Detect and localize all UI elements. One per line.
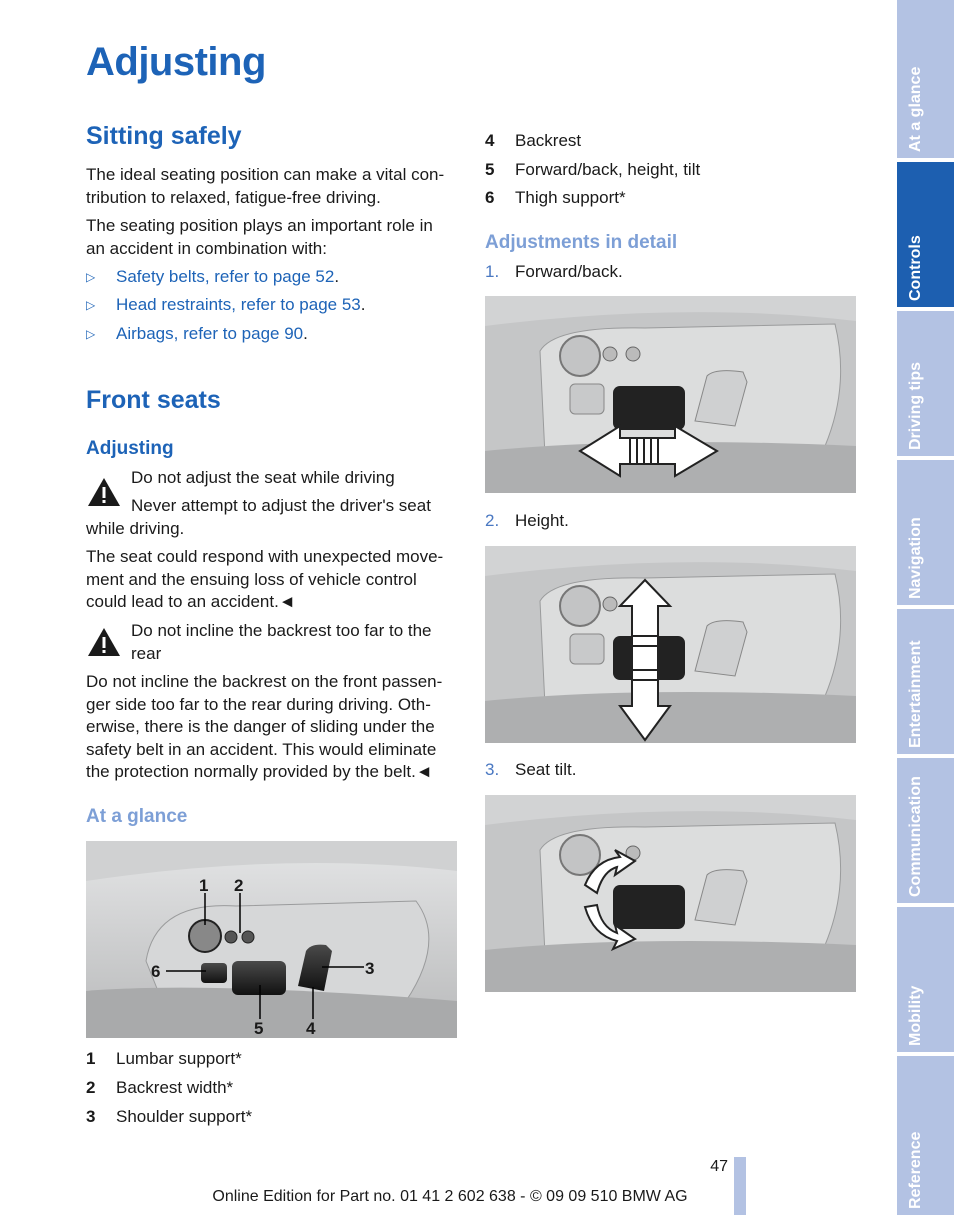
subheading-at-a-glance: At a glance bbox=[86, 806, 188, 827]
triangle-bullet-icon: ▷ bbox=[86, 327, 96, 341]
warning-body-unexpected-movement: The seat could respond with unexpected move- ment and the ensuing loss of vehicle control could lead to an accident.◄ bbox=[86, 547, 444, 612]
legend-item: 5 Forward/back, height, tilt bbox=[485, 160, 701, 179]
tab-entertainment[interactable]: Entertainment bbox=[897, 609, 954, 754]
link-safety-belts[interactable]: Safety belts, refer to page 52 bbox=[116, 267, 335, 286]
link-airbags[interactable]: Airbags, refer to page 90 bbox=[116, 324, 304, 343]
warning-icon bbox=[86, 626, 122, 658]
seat-tilt-image bbox=[485, 795, 856, 992]
paragraph-important-role: The seating position plays an important role in an accident in combination with: bbox=[86, 216, 433, 258]
callout-3: 3 bbox=[365, 959, 375, 978]
tab-controls[interactable]: Controls bbox=[897, 162, 954, 307]
tab-mobility[interactable]: Mobility bbox=[897, 907, 954, 1052]
tab-driving-tips[interactable]: Driving tips bbox=[897, 311, 954, 456]
tab-at-a-glance[interactable]: At a glance bbox=[897, 0, 954, 158]
section-heading-sitting-safely: Sitting safely bbox=[86, 122, 242, 150]
section-heading-front-seats: Front seats bbox=[86, 386, 221, 414]
step-item: 3. Seat tilt. bbox=[485, 760, 577, 779]
bullet-airbags[interactable]: ▷ Airbags, refer to page 90. bbox=[86, 324, 308, 343]
page-title: Adjusting bbox=[86, 40, 266, 84]
warning-body-backrest: Do not incline the backrest on the front passen- ger side too far to the rear during driving. Oth- erwise, there is the danger of sliding under the safety belt in an accident. This would eliminate the protection normally provided by the belt.◄ bbox=[86, 672, 443, 782]
warning-body-never-adjust: Never attempt to adjust the driver's seat while driving. bbox=[86, 496, 431, 538]
paragraph-ideal-position: The ideal seating position can make a vital con- tribution to relaxed, fatigue-free driving. bbox=[86, 165, 445, 207]
callout-4: 4 bbox=[306, 1019, 316, 1038]
seat-forward-back-image bbox=[485, 296, 856, 493]
link-head-restraints[interactable]: Head restraints, refer to page 53 bbox=[116, 295, 361, 314]
legend-item: 4 Backrest bbox=[485, 131, 582, 150]
footer-text: Online Edition for Part no. 01 41 2 602 638 - © 09 09 510 BMW AG bbox=[212, 1188, 688, 1205]
subheading-adjustments-in-detail: Adjustments in detail bbox=[485, 232, 678, 253]
subheading-adjusting: Adjusting bbox=[86, 438, 174, 459]
bullet-safety-belts[interactable]: ▷ Safety belts, refer to page 52. bbox=[86, 267, 340, 286]
tab-navigation[interactable]: Navigation bbox=[897, 460, 954, 605]
seat-height-image bbox=[485, 546, 856, 743]
callout-lines bbox=[86, 841, 457, 1038]
callout-1: 1 bbox=[199, 876, 209, 895]
legend-item: 1 Lumbar support* bbox=[86, 1049, 242, 1068]
page-number: 47 bbox=[710, 1158, 728, 1175]
tab-reference[interactable]: Reference bbox=[897, 1056, 954, 1215]
bullet-head-restraints[interactable]: ▷ Head restraints, refer to page 53. bbox=[86, 295, 366, 314]
step-item: 1. Forward/back. bbox=[485, 262, 623, 281]
warning-title-do-not-adjust: Do not adjust the seat while driving bbox=[131, 468, 395, 487]
callout-6: 6 bbox=[151, 962, 161, 981]
legend-item: 3 Shoulder support* bbox=[86, 1107, 253, 1126]
legend-item: 2 Backrest width* bbox=[86, 1078, 234, 1097]
callout-5: 5 bbox=[254, 1019, 264, 1038]
tab-communication[interactable]: Communication bbox=[897, 758, 954, 903]
triangle-bullet-icon: ▷ bbox=[86, 270, 96, 284]
page-number-bar bbox=[734, 1157, 746, 1215]
step-item: 2. Height. bbox=[485, 511, 569, 530]
legend-item: 6 Thigh support* bbox=[485, 188, 626, 207]
triangle-bullet-icon: ▷ bbox=[86, 298, 96, 312]
warning-title-do-not-incline: Do not incline the backrest too far to the rear bbox=[131, 621, 432, 663]
callout-2: 2 bbox=[234, 876, 244, 895]
